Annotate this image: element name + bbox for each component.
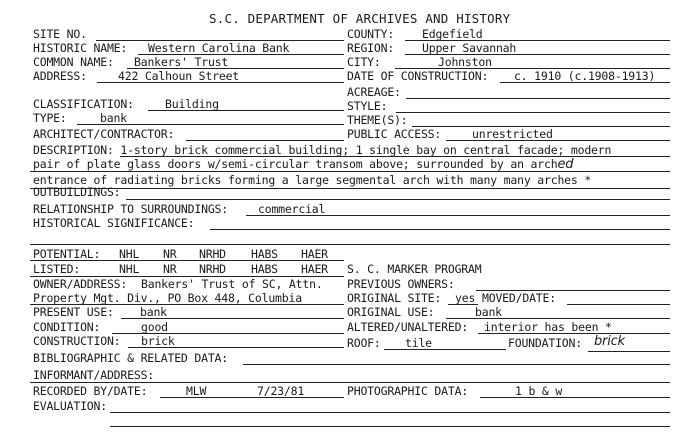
architect-label: ARCHITECT/CONTRACTOR:	[33, 127, 175, 141]
evaluation-underline-2	[110, 426, 670, 427]
listed-nrhd: NRHD	[199, 262, 226, 276]
city-label: CITY:	[347, 55, 381, 69]
listed-label: LISTED:	[33, 262, 81, 276]
outbuildings-underline	[126, 199, 670, 200]
potential-haer: HAER	[301, 247, 328, 261]
present-use-line	[121, 318, 344, 319]
description-line-2-typed: pair of plate glass doors w/semi-circular transom above; surrounded by an arch	[33, 157, 558, 171]
roof-value: tile	[405, 336, 432, 350]
informant-label: INFORMANT/ADDRESS:	[33, 368, 155, 382]
recorded-label: RECORDED BY/DATE:	[33, 384, 148, 398]
type-line	[77, 124, 344, 125]
city-value: Johnston	[438, 55, 492, 69]
classification-label: CLASSIFICATION:	[33, 97, 134, 111]
potential-habs: HABS	[251, 247, 278, 261]
recorded-by-value: MLW	[186, 384, 207, 398]
type-value: bank	[100, 111, 127, 125]
informant-line	[30, 382, 670, 383]
form-title: S.C. DEPARTMENT OF ARCHIVES AND HISTORY	[209, 11, 511, 26]
relationship-label: RELATIONSHIP TO SURROUNDINGS:	[33, 202, 228, 216]
historical-underline-2	[30, 244, 670, 245]
moved-label: MOVED/DATE:	[482, 291, 556, 305]
potential-label: POTENTIAL:	[33, 247, 101, 261]
recorded-line	[160, 397, 344, 398]
owner-underline-1	[30, 276, 344, 277]
potential-nhl: NHL	[119, 247, 140, 261]
roof-line	[384, 349, 506, 350]
date-line	[500, 82, 670, 83]
previous-owners-label: PREVIOUS OWNERS:	[347, 277, 455, 291]
acreage-line	[406, 98, 670, 99]
public-access-value: unrestricted	[472, 127, 553, 141]
county-value: Edgefield	[422, 27, 483, 41]
historic-name-label: HISTORIC NAME:	[33, 41, 128, 55]
original-site-value: yes	[455, 291, 476, 305]
historical-label: HISTORICAL SIGNIFICANCE:	[33, 216, 195, 230]
moved-line	[567, 304, 670, 305]
public-access-label: PUBLIC ACCESS:	[347, 127, 442, 141]
common-name-label: COMMON NAME:	[33, 55, 114, 69]
address-value: 422 Calhoun Street	[118, 69, 240, 83]
construction-label: CONSTRUCTION:	[33, 334, 121, 348]
altered-value: interior has been *	[484, 320, 612, 334]
region-label: REGION:	[347, 41, 395, 55]
style-line	[396, 112, 670, 113]
recorded-date-value: 7/23/81	[257, 384, 305, 398]
classification-line	[148, 110, 344, 111]
present-use-label: PRESENT USE:	[33, 305, 114, 319]
historical-line	[210, 229, 670, 230]
description-line-2	[33, 158, 573, 171]
relationship-line	[246, 215, 670, 216]
original-site-line	[448, 304, 478, 305]
address-label: ADDRESS:	[33, 69, 87, 83]
potential-line	[30, 260, 344, 261]
architect-line	[186, 140, 344, 141]
evaluation-line	[110, 412, 670, 413]
construction-line	[128, 347, 344, 348]
marker-program: S. C. MARKER PROGRAM	[347, 262, 482, 276]
listed-habs: HABS	[251, 262, 278, 276]
common-name-value: Bankers' Trust	[134, 55, 229, 69]
listed-nhl: NHL	[119, 262, 140, 276]
description-line-3: entrance of radiating bricks forming a large segmental arch with many many arches *	[33, 173, 592, 187]
condition-value: good	[141, 320, 168, 334]
outbuildings-line	[30, 188, 670, 189]
altered-label: ALTERED/UNALTERED:	[347, 320, 469, 334]
original-use-label: ORIGINAL USE:	[347, 305, 435, 319]
classification-value: Building	[165, 97, 219, 111]
condition-label: CONDITION:	[33, 320, 101, 334]
owner-line-1: Bankers' Trust of SC, Attn.	[141, 277, 323, 291]
photographic-value: 1 b & w	[515, 384, 563, 398]
style-label: STYLE:	[347, 99, 388, 113]
description-line-1: DESCRIPTION: 1-story brick commercial building; 1 single bay on central facade; modern	[33, 143, 612, 157]
owner-line-2: Property Mgt. Div., PO Box 448, Columbia	[33, 291, 302, 305]
listed-haer: HAER	[301, 262, 328, 276]
photographic-line	[480, 397, 670, 398]
theme-label: THEME(S):	[347, 113, 408, 127]
relationship-value: commercial	[258, 202, 326, 216]
owner-label: OWNER/ADDRESS:	[33, 277, 128, 291]
address-line	[97, 82, 344, 83]
foundation-value: brick	[594, 334, 625, 349]
public-access-line	[446, 140, 670, 141]
construction-value: brick	[141, 334, 175, 348]
roof-label: ROOF:	[347, 336, 381, 350]
bibliographic-line	[243, 364, 670, 365]
original-use-value: bank	[475, 305, 502, 319]
date-label: DATE OF CONSTRUCTION:	[347, 69, 489, 83]
site-no-label: SITE NO.	[33, 27, 87, 41]
evaluation-label: EVALUATION:	[33, 399, 107, 413]
potential-nr: NR	[163, 247, 177, 261]
potential-nrhd: NRHD	[199, 247, 226, 261]
foundation-label: FOUNDATION:	[508, 336, 582, 350]
region-value: Upper Savannah	[422, 41, 517, 55]
description-line-2-handwritten: ed	[557, 157, 574, 172]
listed-nr: NR	[163, 262, 177, 276]
present-use-value: bank	[140, 305, 167, 319]
bibliographic-label: BIBLIOGRAPHIC & RELATED DATA:	[33, 351, 228, 365]
foundation-line	[588, 351, 670, 352]
altered-line	[478, 333, 670, 334]
date-value: c. 1910 (c.1908-1913)	[514, 69, 656, 83]
historic-name-value: Western Carolina Bank	[148, 41, 290, 55]
original-site-label: ORIGINAL SITE:	[347, 291, 442, 305]
outbuildings-label: OUTBUILDINGS:	[33, 185, 121, 199]
photographic-label: PHOTOGRAPHIC DATA:	[347, 384, 469, 398]
county-label: COUNTY:	[347, 27, 395, 41]
description-underline-2	[30, 171, 670, 172]
acreage-label: ACREAGE:	[347, 85, 401, 99]
type-label: TYPE:	[33, 111, 67, 125]
original-use-line	[446, 318, 670, 319]
